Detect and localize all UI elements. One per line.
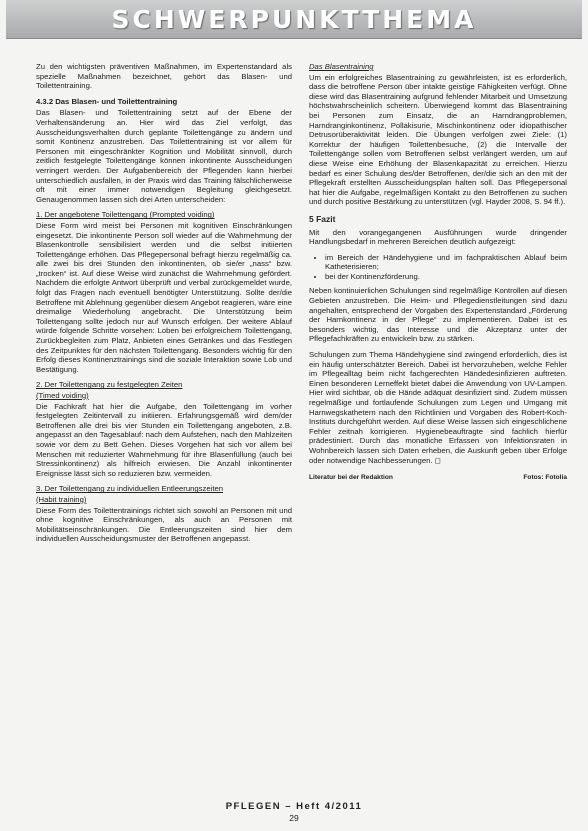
paragraph-habit-training: Diese Form des Toilettentrainings richtet sich sowohl an Personen mit und ohne kognitive Einschränkungen, als auch an Personen mit Mobilitätseinschränkungen. Die Entleerungszeiten sind hier dem individuellen Ausscheidungsmuster der Betroffenen angepasst. — [36, 505, 292, 544]
section-banner — [6, 0, 582, 39]
heading-fazit: 5 Fazit — [309, 213, 336, 224]
paragraph-fazit: Mit den vorangegangenen Ausführungen wurde dringender Handlungsbedarf in mehreren Bereichen deutlich aufgezeigt: — [309, 227, 567, 247]
heading-4-3-2: 4.3.2 Das Blasen- und Toilettentraining — [36, 96, 178, 106]
bullet-item: • bei der Kontinenzförderung. — [325, 272, 567, 282]
magazine-footer: PFLEGEN – Heft 4/2011 — [225, 801, 363, 812]
heading-habit-training-sub: (Habit training) — [36, 494, 87, 504]
heading-timed-voiding: 2. Der Toilettengang zu festgelegten Zeiten — [36, 380, 183, 390]
paragraph-4-3-2: Das Blasen- und Toilettentraining setzt auf der Ebene der Verhaltensänderung an. Hier wird das Ziel verfolgt, das Ausscheidungsverhalten durch geplante Toilettengänge zu ändern und somit Kontinenz anzustreben. Das Toilettentraining ist vor allem für Personen mit eingeschränkter Kognition und Mobilität sinnvoll, durch zeitlich festgelegte Toilettengänge können inkontinente Ausscheidungen verringert werden. Der Aufgabenbereich der Pflegenden kann hierbei unterschiedlich ausfallen, in der Praxis wird das Training fälschlicherweise oft mit einer immer notwendigen Begleitung gleichgesetzt. Genaugenommen lassen sich drei Arten unterscheiden: — [36, 108, 292, 204]
paragraph-haendehygiene: Schulungen zum Thema Händehygiene sind zwingend erforderlich, dies ist ein häufig unterschätzter Bereich. Dabei ist hervorzuheben, welche Fehler im Pflegealltag beim nicht fachgerechten Händedesinfizieren auftreten. Einen besonderen Lerneffekt bietet dabei die Anwendung von UV-Lampen. Hier wird sichtbar, ob die Hände adäquat desinfiziert sind. Zudem müssen regelmäßige und fortlaufende Schulungen zum Legen und Umgang mit Harnwegskathetern nach den Richtlinien und Vorgaben des Robert-Koch-Instituts durchgeführt werden. Auf diese Weise lassen sich eingeschlichene Fehler zeitnah korrigieren. Hygienebeauftragte sind fachlich hierfür prädestiniert. Durch das monatliche Erfassen von Infektionsraten in Wohnbereich lassen sich Daten erheben, die Auskunft geben über Erfolge oder notwendige Nachbesserungen. ◻ — [309, 350, 567, 465]
credits-row — [309, 473, 567, 483]
left-column — [36, 62, 292, 550]
literature-note: Literatur bei der Redaktion — [309, 474, 393, 482]
right-column — [309, 62, 567, 483]
heading-blasentraining: Das Blasentraining — [309, 62, 374, 71]
page-number: 29 — [289, 813, 299, 823]
paragraph-schulungen-kontrollen: Neben kontinuierlichen Schulungen sind regelmäßige Kontrollen auf diesen Gebieten anzustreben. Die Heim- und Pflegedienstleitungen sind dazu angehalten, entsprechend der Vorgaben des Expertenstandard „Förderung der Harnkontinenz in der Pflege“ zu implementieren. Dabei ist es besonders wichtig, das Interesse und die Akzeptanz unter der Pflegefachkräften zu entwickeln bzw. zu stärken. — [309, 286, 567, 344]
heading-habit-training: 3. Der Toilettengang zu individuellen Entleerungszeiten — [36, 484, 224, 494]
intro-paragraph: Zu den wichtigsten präventiven Maßnahmen, im Expertenstandard als spezielle Maßnahmen bezeichnet, gehört das Blasen- und Toilettentraining. — [36, 62, 292, 91]
paragraph-blasentraining: Um ein erfolgreiches Blasentraining zu gewährleisten, ist es erforderlich, dass die betroffene Person über intakte geistige Fähigkeiten verfügt. Ohne diese wird das Blasentraining aufgrund fehlender Mitarbeit und Umsetzung höchstwahrscheinlich scheitern. Überwiegend kommt das Blasentraining bei Personen zum Einsatz, die an Harndrangproblemen, Harndranginkontinenz, Pollakisurie, Mischinkontinenz oder idiopathischer Detrusorüberaktivität leiden. Die Übungen verfolgen zwei Ziele: (1) Korrektur der häufigen Toilettenbesuche, (2) die Intervalle der Toilettengänge sollen vom Betroffenen selbst verlängert werden, um auf diese Weise eine Erhöhung der Blasenkapazität zu erreichen. Hierzu bedarf es einer Schulung des/der Betroffenen, der/die sich an den mit der Pflegekraft erstellten Ausscheidungsplan halten soll. Das Pflegepersonal hat hier die Aufgabe, regelmäßigen Kontakt zu den Betroffenen zu suchen und durch positive Bestärkung zu unterstützen (vgl. Hayder 2008, S. 94 ff.). — [309, 72, 567, 207]
paragraph-prompted-voiding: Diese Form wird meist bei Personen mit kognitiven Einschränkungen eingesetzt. Die inkontinente Person soll wieder auf die Wahrnehmung der Blasenkontrolle sensibilisiert werden und die selbst initiierten Toilettengänge erhöhen. Das Pflegepersonal befragt hierzu regelmäßig ca. alle zwei bis drei Stunden den inkontinenten, ob sie/er „nass“ bzw. „trocken“ ist. Auf diese Weise wird zunächst die Wahrnehmung gefördert. Nachdem die erfolgte Antwort überprüft und verbal zurückgemeldet wurde, folgt das Fragen nach eventuell benötigter Unterstützung. Sollte der/die Betroffene mit Ablehnung gegenüber diesem Angebot reagieren, wäre eine dreimalige Wiederholung angebracht. Die Unterstützung beim Toilettengang sollte jedoch nur auf Wunsch erfolgen. Der weitere Ablauf würde folgende Schritte vorsehen: Loben bei erfolgreichem Toilettengang, Zurückbegleiten zum Platz, Anbieten eines Getränkes und das Festlegen des Zeitpunktes für den nächsten Toilettengang. Besonders wichtig für den Erfolg dieses Kontinenztrainings sind die soziale Interaktion sowie Lob und Bestätigung. — [36, 220, 292, 374]
fazit-bullet-list — [309, 253, 567, 282]
photo-credit: Fotos: Fotolia — [523, 474, 567, 482]
bullet-item: • im Bereich der Händehygiene und im fachpraktischen Ablauf beim Katheterisieren; — [325, 253, 567, 272]
banner-title: SCHWERPUNKTTHEMA — [111, 4, 477, 34]
heading-timed-voiding-sub: (Timed voiding) — [36, 391, 89, 400]
paragraph-timed-voiding: Die Fachkraft hat hier die Aufgabe, den Toilettengang im vorher festgelegten Zeitintervall zu initiieren. Erfahrungsgemäß wird dem/der Betroffenen alle drei bis vier Stunden ein Toilettengang angeboten, z.B. angepasst an den Tagesablauf: nach dem Aufstehen, nach den Mahlzeiten sowie vor dem zu Bett Gehen. Dieses Vorgehen hat sich vor allem bei Menschen mit reduzierter Wahrnehmung für ihre Blasenfüllung (auch bei Stressinkontinenz) als hilfreich erwiesen. Die Anzahl inkontinenter Ereignisse lässt sich so reduzieren bzw. vermeiden. — [36, 401, 292, 478]
heading-prompted-voiding: 1. Der angebotene Toilettengang (Prompted voiding) — [36, 210, 215, 220]
